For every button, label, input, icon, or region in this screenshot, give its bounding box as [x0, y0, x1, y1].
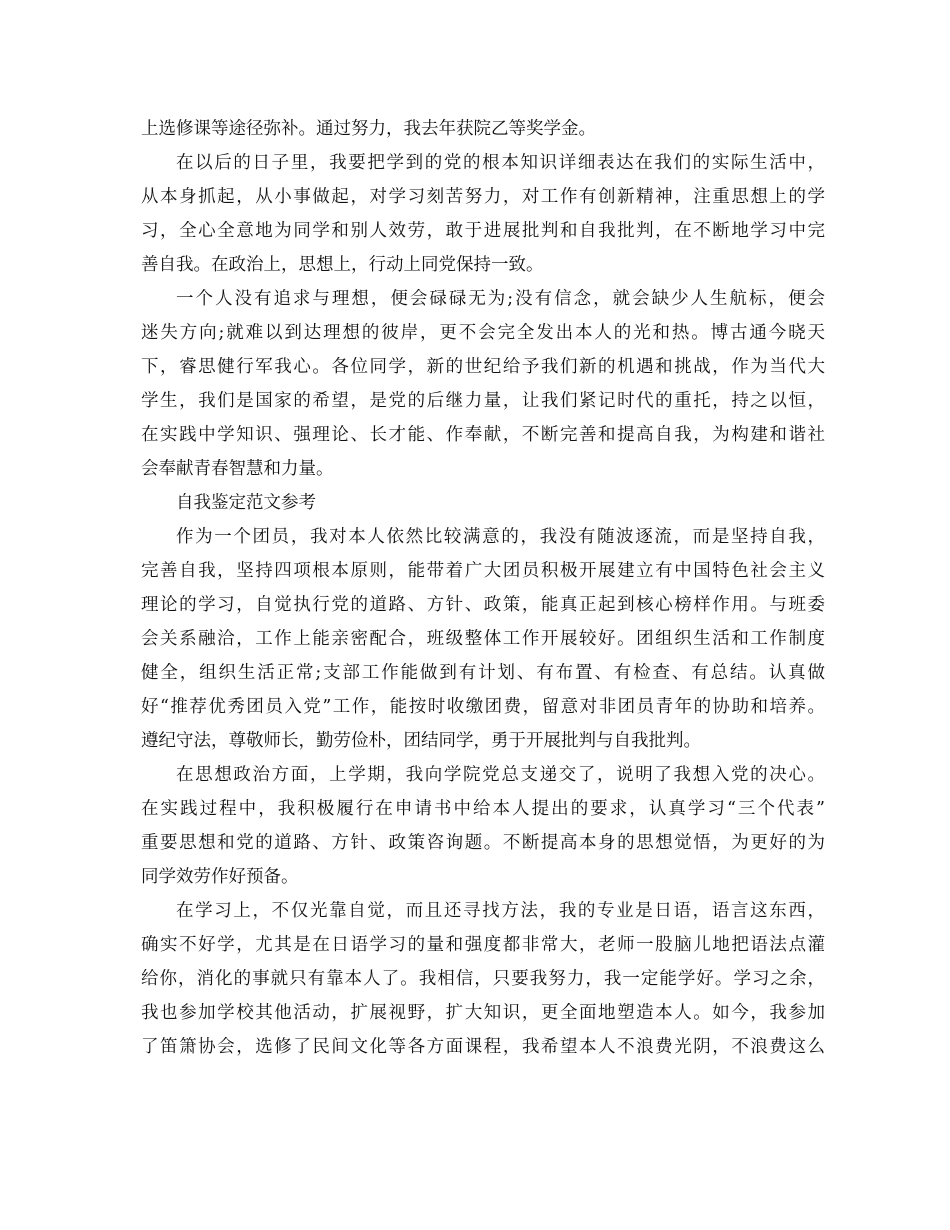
text-line: 作为一个团员，我对本人依然比较满意的，我没有随波逐流，而是坚持自我， — [176, 527, 825, 547]
text-line: 在思想政治方面，上学期，我向学院党总支递交了，说明了我想入党的决心。 — [176, 765, 825, 785]
text-line: 善自我。在政治上，思想上，行动上同党保持一致。 — [141, 255, 544, 275]
text-line: 完善自我，坚持四项根本原则，能带着广大团员积极开展建立有中国特色社会主义 — [141, 561, 825, 581]
text-line: 会奉献青春智慧和力量。 — [141, 459, 334, 479]
text-line: 给你，消化的事就只有靠本人了。我相信，只要我努力，我一定能学好。学习之余， — [141, 969, 825, 989]
text-line: 健全，组织生活正常;支部工作能做到有计划、有布置、有检查、有总结。认真做 — [141, 663, 825, 683]
text-line: 下，睿思健行军我心。各位同学，新的世纪给予我们新的机遇和挑战，作为当代大 — [141, 357, 825, 377]
text-line: 一个人没有追求与理想，便会碌碌无为;没有信念，就会缺少人生航标，便会 — [176, 289, 825, 309]
document-page — [141, 112, 825, 1064]
text-line: 在实践中学知识、强理论、长才能、作奉献，不断完善和提高自我，为构建和谐社 — [141, 425, 825, 445]
text-line: 我也参加学校其他活动，扩展视野，扩大知识，更全面地塑造本人。如今，我参加 — [141, 1003, 825, 1023]
text-line: 同学效劳作好预备。 — [141, 867, 299, 887]
text-line: 了笛箫协会，选修了民间文化等各方面课程，我希望本人不浪费光阴，不浪费这么 — [141, 1037, 825, 1057]
text-line: 学生，我们是国家的希望，是党的后继力量，让我们紧记时代的重托，持之以恒， — [141, 391, 825, 411]
text-line: 在以后的日子里，我要把学到的党的根本知识详细表达在我们的实际生活中， — [176, 153, 825, 173]
text-line: 确实不好学，尤其是在日语学习的量和强度都非常大，老师一股脑儿地把语法点灌 — [141, 935, 825, 955]
text-line: 重要思想和党的道路、方针、政策咨询题。不断提高本身的思想觉悟，为更好的为 — [141, 833, 825, 853]
text-line: 遵纪守法，尊敬师长，勤劳俭朴，团结同学，勇于开展批判与自我批判。 — [141, 731, 701, 751]
text-line: 自我鉴定范文参考 — [176, 493, 316, 513]
text-line: 在学习上，不仅光靠自觉，而且还寻找方法，我的专业是日语，语言这东西， — [176, 901, 825, 921]
text-line: 好“推荐优秀团员入党”工作，能按时收缴团费，留意对非团员青年的协助和培养。 — [141, 697, 825, 717]
text-line: 习，全心全意地为同学和别人效劳，敢于进展批判和自我批判，在不断地学习中完 — [141, 221, 825, 241]
text-line: 迷失方向;就难以到达理想的彼岸，更不会完全发出本人的光和热。博古通今晓天 — [141, 323, 825, 343]
text-line: 会关系融洽，工作上能亲密配合，班级整体工作开展较好。团组织生活和工作制度 — [141, 629, 825, 649]
text-line: 在实践过程中，我积极履行在申请书中给本人提出的要求，认真学习“三个代表” — [141, 799, 825, 819]
text-line: 上选修课等途径弥补。通过努力，我去年获院乙等奖学金。 — [141, 119, 596, 139]
text-line: 从本身抓起，从小事做起，对学习刻苦努力，对工作有创新精神，注重思想上的学 — [141, 187, 825, 207]
text-line: 理论的学习，自觉执行党的道路、方针、政策，能真正起到核心榜样作用。与班委 — [141, 595, 825, 615]
